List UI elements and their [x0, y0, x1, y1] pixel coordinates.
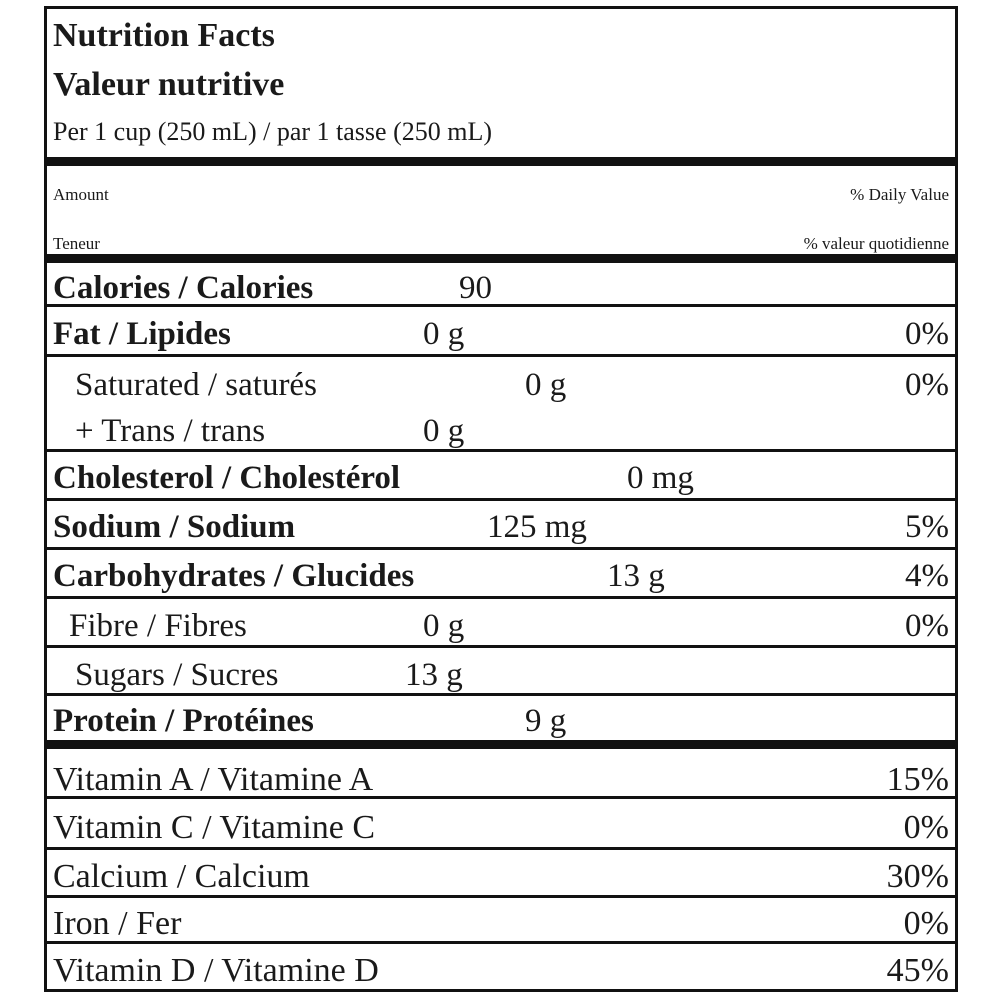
- vitamin-dv: 0%: [903, 905, 949, 942]
- nutrition-facts-label: [44, 6, 958, 992]
- vitamin-dv: 0%: [903, 809, 949, 846]
- nutrient-amount: 0 g: [525, 367, 567, 403]
- column-headings: [47, 157, 955, 254]
- label-header: [47, 9, 955, 157]
- vitamin-label: Vitamin D / Vitamine D: [53, 952, 379, 989]
- nutrient-label: + Trans / trans: [75, 413, 266, 449]
- nutrient-label: Calories / Calories: [53, 270, 314, 306]
- vitamin-dv: 30%: [886, 858, 949, 895]
- vitamin-row-vitamin-a: [47, 740, 955, 796]
- nutrient-amount: 9 g: [525, 703, 567, 739]
- nutrient-dv: 0%: [905, 608, 949, 644]
- nutrient-row-fat: [47, 304, 955, 354]
- dv-heading-en: % Daily Value: [850, 185, 949, 204]
- nutrient-label: Saturated / saturés: [75, 367, 317, 403]
- nutrient-label: Sugars / Sucres: [75, 657, 279, 693]
- vitamin-dv: 45%: [886, 952, 949, 989]
- nutrient-amount: 0 g: [423, 608, 465, 644]
- nutrient-amount: 0 g: [423, 316, 465, 352]
- vitamin-label: Vitamin C / Vitamine C: [53, 809, 376, 846]
- nutrient-dv: 0%: [905, 316, 949, 352]
- nutrient-amount: 0 g: [423, 413, 465, 449]
- nutrient-amount: 0 mg: [627, 460, 694, 496]
- nutrient-row-cholesterol: [47, 449, 955, 498]
- nutrient-row-saturated-trans: [47, 354, 955, 449]
- nutrient-dv: 5%: [905, 509, 949, 545]
- dv-heading-fr: % valeur quotidienne: [803, 234, 949, 253]
- nutrient-dv: 0%: [905, 367, 949, 403]
- nutrient-label: Sodium / Sodium: [53, 509, 296, 545]
- amount-heading-fr: Teneur: [53, 234, 100, 253]
- amount-heading-en: Amount: [53, 185, 109, 204]
- vitamin-row-calcium: [47, 847, 955, 895]
- vitamin-label: Calcium / Calcium: [53, 858, 310, 895]
- vitamin-label: Iron / Fer: [53, 905, 182, 942]
- nutrient-row-calories: [47, 254, 955, 304]
- nutrient-label: Carbohydrates / Glucides: [53, 558, 415, 594]
- nutrient-amount: 125 mg: [487, 509, 587, 545]
- nutrient-row-protein: [47, 693, 955, 740]
- title-en: Nutrition Facts: [53, 17, 275, 54]
- vitamin-label: Vitamin A / Vitamine A: [53, 761, 374, 798]
- nutrient-label: Cholesterol / Cholestérol: [53, 460, 401, 496]
- nutrient-label: Fat / Lipides: [53, 316, 231, 352]
- vitamin-row-vitamin-c: [47, 796, 955, 847]
- nutrient-dv: 4%: [905, 558, 949, 594]
- serving-size: Per 1 cup (250 mL) / par 1 tasse (250 mL): [53, 117, 493, 146]
- nutrient-row-sugars: [47, 645, 955, 693]
- vitamin-row-vitamin-d: [47, 941, 955, 989]
- nutrient-label: Protein / Protéines: [53, 703, 314, 739]
- nutrient-label: Fibre / Fibres: [69, 608, 247, 644]
- nutrient-amount: 90: [459, 270, 492, 306]
- nutrient-amount: 13 g: [405, 657, 463, 693]
- vitamin-dv: 15%: [886, 761, 949, 798]
- vitamin-row-iron: [47, 895, 955, 941]
- nutrient-amount: 13 g: [607, 558, 665, 594]
- nutrient-row-fibre: [47, 596, 955, 645]
- nutrient-row-carbohydrates: [47, 547, 955, 596]
- title-fr: Valeur nutritive: [53, 66, 285, 103]
- nutrient-row-sodium: [47, 498, 955, 547]
